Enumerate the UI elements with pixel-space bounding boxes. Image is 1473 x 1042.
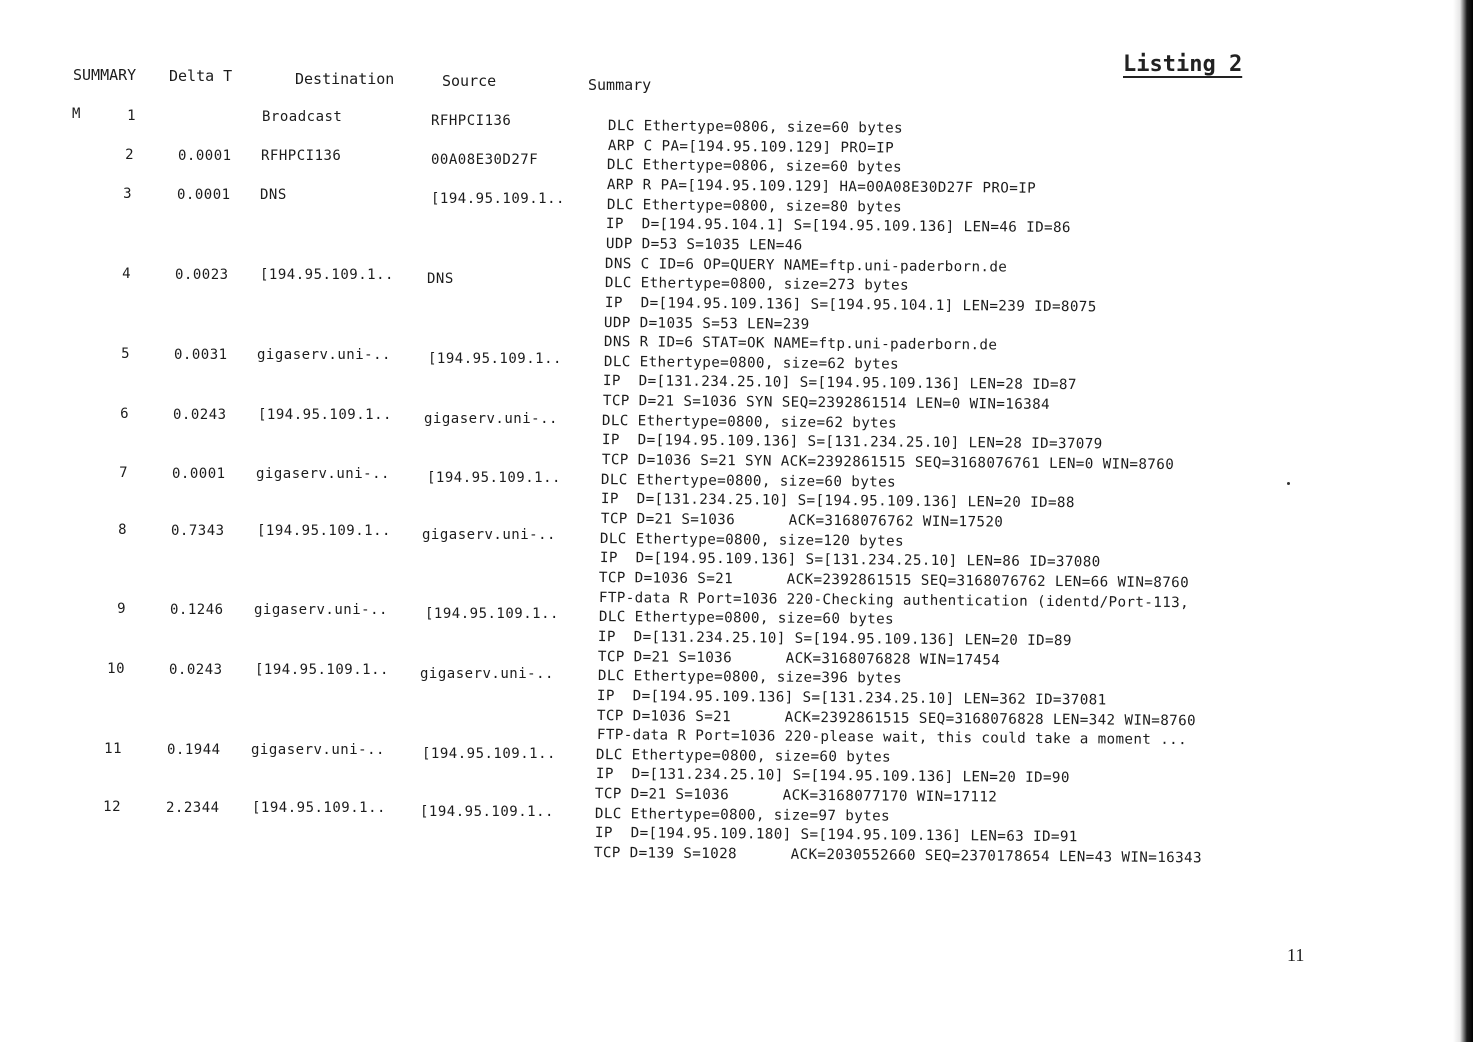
summary-line: TCP D=21 S=1036 ACK=3168077170 WIN=17112 [595,786,998,806]
packet-number: 9 [117,601,126,617]
packet-destination: Broadcast [262,109,343,125]
packet-number: 1 [127,108,136,124]
summary-line: FTP-data R Port=1036 220-please wait, this could take a moment ... [596,727,1187,749]
packet-source: [194.95.109.1.. [427,470,561,486]
packet-destination: gigaserv.uni-.. [251,742,385,758]
summary-line: IP D=[194.95.104.1] S=[194.95.109.136] LEN=46 ID=86 [606,216,1072,237]
summary-line: DLC Ethertype=0800, size=60 bytes [601,471,897,491]
scan-edge [1453,0,1473,1042]
packet-number: 10 [107,661,125,677]
packet-delta-time: 0.0023 [175,267,229,283]
packet-number: 6 [120,406,129,422]
summary-line: IP D=[194.95.109.136] S=[131.234.25.10] LEN=86 ID=37080 [599,550,1101,571]
packet-source: 00A08E30D27F [431,152,539,168]
col-header-destination: Destination [295,70,395,88]
page-number: 11 [1287,945,1305,965]
packet-source: [194.95.109.1.. [422,746,556,762]
summary-line: TCP D=1036 S=21 SYN ACK=2392861515 SEQ=3168076761 LEN=0 WIN=8760 [601,452,1174,474]
packet-delta-time: 2.2344 [166,800,220,816]
packet-destination: [194.95.109.1.. [257,523,391,539]
summary-line: DLC Ethertype=0800, size=60 bytes [596,746,892,766]
packet-number: 8 [118,522,127,538]
summary-line: FTP-data R Port=1036 220-Checking authentication (identd/Port-113, [598,589,1190,611]
summary-line: IP D=[194.95.109.136] S=[194.95.104.1] LEN=239 ID=8075 [604,294,1097,316]
packet-delta-time: 0.1246 [170,602,224,618]
summary-line: IP D=[131.234.25.10] S=[194.95.109.136] LEN=20 ID=89 [598,628,1073,650]
summary-line: DNS R ID=6 STAT=OK NAME=ftp.uni-paderborn.de [603,334,998,354]
col-header-summary: SUMMARY [73,66,137,84]
col-header-detail: Summary [588,76,652,94]
packet-number: 11 [104,741,122,757]
marker-flag: M [72,106,81,122]
packet-destination: gigaserv.uni-.. [254,602,388,618]
col-header-delta: Delta T [169,67,233,85]
summary-line: ARP C PA=[194.95.109.129] PRO=IP [607,137,894,157]
summary-line: ARP R PA=[194.95.109.129] HA=00A08E30D27F PRO=IP [606,176,1037,197]
summary-line: IP D=[194.95.109.180] S=[194.95.109.136] LEN=63 ID=91 [594,825,1078,846]
summary-line: DLC Ethertype=0800, size=60 bytes [598,609,894,628]
packet-number: 4 [122,266,131,282]
packet-source: [194.95.109.1.. [431,191,565,207]
summary-line: TCP D=139 S=1028 ACK=2030552660 SEQ=2370178654 LEN=43 WIN=16343 [594,845,1203,867]
col-header-source: Source [442,72,497,90]
packet-destination: [194.95.109.1.. [252,800,386,816]
packet-source: gigaserv.uni-.. [422,527,556,543]
packet-delta-time: 0.7343 [171,523,225,539]
summary-line: DLC Ethertype=0800, size=80 bytes [606,196,902,216]
packet-destination: RFHPCI136 [261,148,342,164]
packet-number: 12 [103,799,121,815]
summary-line: DLC Ethertype=0800, size=273 bytes [604,275,910,294]
packet-delta-time: 0.0243 [169,662,223,678]
summary-line: TCP D=21 S=1036 ACK=3168076828 WIN=17454 [597,648,1001,669]
summary-line: DLC Ethertype=0800, size=396 bytes [597,668,902,687]
packet-delta-time: 0.0031 [174,347,228,363]
packet-source: gigaserv.uni-.. [424,411,558,427]
summary-line: TCP D=21 S=1036 SYN SEQ=2392861514 LEN=0 WIN=16384 [602,393,1050,413]
summary-line: TCP D=21 S=1036 ACK=3168076762 WIN=17520 [600,511,1003,531]
summary-line: IP D=[131.234.25.10] S=[194.95.109.136] LEN=20 ID=90 [595,766,1070,787]
packet-destination: [194.95.109.1.. [255,662,389,678]
packet-number: 5 [121,346,130,362]
summary-line: DLC Ethertype=0806, size=60 bytes [607,157,903,176]
packet-delta-time: 0.0001 [178,148,232,164]
packet-delta-time: 0.0243 [173,407,227,423]
packet-source: gigaserv.uni-.. [420,666,554,682]
summary-line: UDP D=1035 S=53 LEN=239 [604,314,810,333]
packet-destination: [194.95.109.1.. [260,267,394,283]
summary-line: DLC Ethertype=0800, size=62 bytes [603,353,899,373]
packet-number: 3 [123,186,132,202]
packet-destination: [194.95.109.1.. [258,407,392,423]
summary-line: TCP D=1036 S=21 ACK=2392861515 SEQ=3168076762 LEN=66 WIN=8760 [599,569,1190,592]
scan-speck [1287,482,1290,485]
summary-line: DLC Ethertype=0800, size=120 bytes [600,530,905,550]
summary-line: IP D=[194.95.109.136] S=[131.234.25.10] LEN=28 ID=37079 [601,432,1103,453]
summary-line: DLC Ethertype=0800, size=62 bytes [602,412,898,432]
summary-line: IP D=[194.95.109.136] S=[131.234.25.10] LEN=362 ID=37081 [597,687,1107,709]
packet-destination: gigaserv.uni-.. [257,347,391,363]
summary-line: IP D=[131.234.25.10] S=[194.95.109.136] LEN=20 ID=88 [600,491,1075,512]
summary-line: TCP D=1036 S=21 ACK=2392861515 SEQ=3168076828 LEN=342 WIN=8760 [596,707,1196,729]
packet-destination: DNS [260,187,287,203]
summary-line: IP D=[131.234.25.10] S=[194.95.109.136] LEN=28 ID=87 [603,373,1078,394]
packet-source: [194.95.109.1.. [425,606,559,622]
summary-line: UDP D=53 S=1035 LEN=46 [605,235,803,254]
packet-source: RFHPCI136 [431,113,512,129]
packet-delta-time: 0.1944 [167,742,221,758]
listing-title: Listing 2 [1123,52,1243,77]
summary-line: DLC Ethertype=0806, size=60 bytes [607,118,904,137]
packet-source: DNS [427,271,454,287]
packet-source: [194.95.109.1.. [428,351,562,367]
summary-line: DLC Ethertype=0800, size=97 bytes [594,805,891,825]
packet-number: 2 [125,147,134,163]
packet-delta-time: 0.0001 [177,187,231,203]
packet-number: 7 [119,465,128,481]
packet-source: [194.95.109.1.. [420,804,554,820]
packet-destination: gigaserv.uni-.. [256,466,390,482]
summary-line: DNS C ID=6 OP=QUERY NAME=ftp.uni-paderborn.de [605,255,1008,276]
packet-delta-time: 0.0001 [172,466,226,482]
